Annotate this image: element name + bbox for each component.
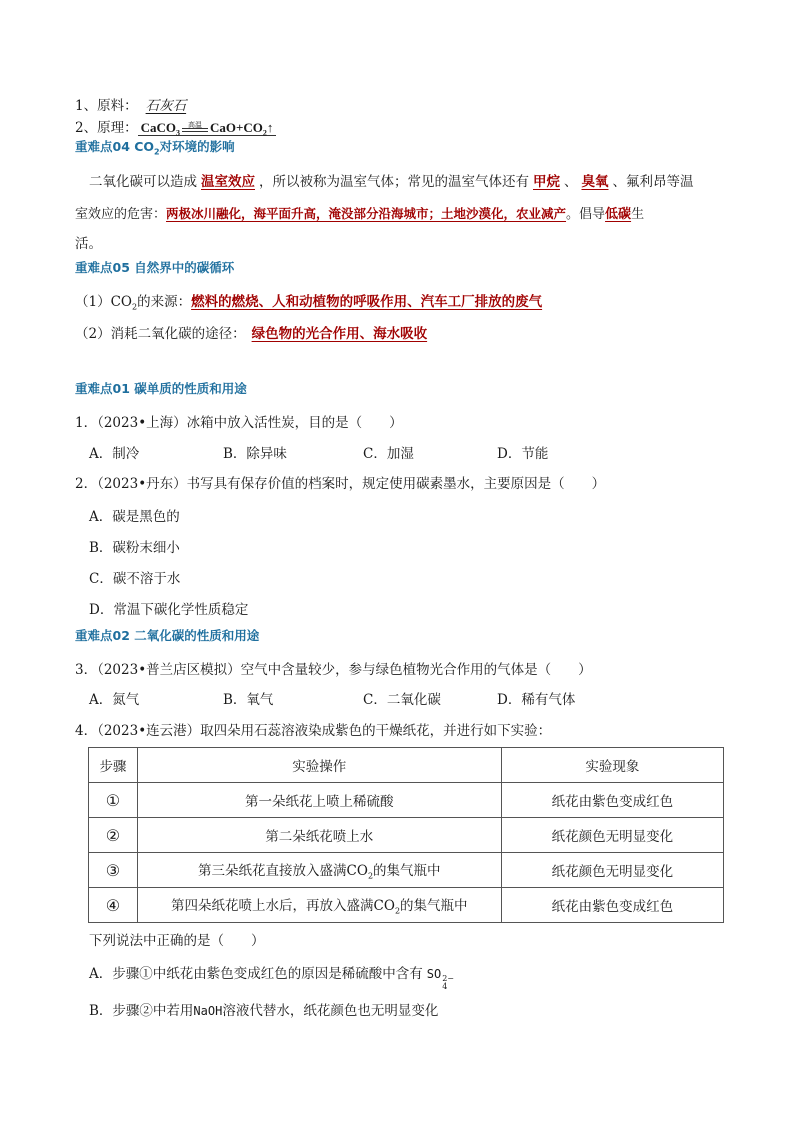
co2-consumption-line: （2）消耗二氧化碳的途径： 绿色物的光合作用、海水吸收 bbox=[75, 324, 433, 344]
section-heading-02: 重难点02 二氧化碳的性质和用途 bbox=[75, 628, 260, 643]
result-cell: 纸花由紫色变成红色 bbox=[501, 783, 723, 818]
table-header-row bbox=[89, 748, 724, 783]
question-3: 3．（2023•普兰店区模拟）空气中含量较少，参与绿色植物光合作用的气体是（ ） bbox=[75, 662, 592, 678]
header-step: 步骤 bbox=[89, 748, 138, 783]
header-operation: 实验操作 bbox=[137, 748, 501, 783]
raw-material-label: 1、原料： bbox=[75, 98, 138, 114]
table-row bbox=[89, 888, 724, 923]
raw-material-line bbox=[75, 96, 194, 116]
operation-cell: 第四朵纸花喷上水后，再放入盛满$CO_2$的集气瓶中 bbox=[137, 888, 501, 923]
answer-greenhouse-effect: 温室效应 bbox=[201, 174, 255, 190]
table-row bbox=[89, 853, 724, 888]
q4-option-b: B．步骤②中若用NaOH溶液代替水，纸花颜色也无明显变化 bbox=[89, 1003, 439, 1019]
answer-methane: 甲烷 bbox=[533, 174, 560, 190]
paragraph-line-1: 二氧化碳可以造成 温室效应 ，所以被称为温室气体；常见的温室气体还有 甲烷 、 臭氧 、氟利昂等温 bbox=[89, 174, 694, 190]
step-number: ① bbox=[89, 783, 138, 818]
operation-cell: 第一朵纸花上喷上稀硫酸 bbox=[137, 783, 501, 818]
header-result: 实验现象 bbox=[501, 748, 723, 783]
q3-option-a: A．氮气 bbox=[89, 692, 140, 708]
question-2: 2．（2023•丹东）书写具有保存价值的档案时，规定使用碳素墨水，主要原因是（ ） bbox=[75, 476, 606, 492]
operation-cell: 第二朵纸花喷上水 bbox=[137, 818, 501, 853]
reaction-formula: CaCO$_3$ 高温 $CaO+CO_2↑$ bbox=[138, 120, 277, 136]
question-4-stem: 下列说法中正确的是（ ） bbox=[89, 933, 265, 949]
q3-option-c: C．二氧化碳 bbox=[363, 692, 441, 708]
answer-co2-source: 燃料的燃烧、人和动植物的呼吸作用、汽车工厂排放的废气 bbox=[191, 294, 543, 310]
step-number: ④ bbox=[89, 888, 138, 923]
step-number: ③ bbox=[89, 853, 138, 888]
reaction-condition-arrow: 高温 bbox=[182, 122, 208, 132]
principle-label: 2、原理： bbox=[75, 120, 138, 136]
co2-source-line: $(1)CO_2$的来源：燃料的燃烧、人和动植物的呼吸作用、汽车工厂排放的废气 bbox=[75, 292, 548, 318]
q1-option-a: A．制冷 bbox=[89, 446, 140, 462]
answer-co2-consumption: 绿色物的光合作用、海水吸收 bbox=[251, 326, 428, 342]
q1-option-d: D．节能 bbox=[497, 446, 549, 462]
paragraph-line-3: 活。 bbox=[75, 236, 102, 252]
q2-option-b: B．碳粉末细小 bbox=[89, 540, 180, 556]
answer-ozone: 臭氧 bbox=[581, 174, 609, 190]
q4-option-a: A．步骤①中纸花由紫色变成红色的原因是稀硫酸中含有 SO 2− 4 bbox=[89, 966, 454, 991]
section-heading-05: 重难点05 自然界中的碳循环 bbox=[75, 260, 235, 275]
result-cell: 纸花颜色无明显变化 bbox=[501, 818, 723, 853]
q2-option-d: D．常温下碳化学性质稳定 bbox=[89, 602, 249, 618]
paragraph-line-2: 室效应的危害：两极冰川融化，海平面升高，淹没部分沿海城市；土地沙漠化，农业减产。倡导低碳生 bbox=[75, 206, 645, 222]
table-row bbox=[89, 783, 724, 818]
q3-option-b: B．氧气 bbox=[223, 692, 274, 708]
section-heading-04: 重难点04 $CO_2$对环境的影响 bbox=[75, 139, 235, 157]
step-number: ② bbox=[89, 818, 138, 853]
q1-option-c: C．加湿 bbox=[363, 446, 414, 462]
operation-cell: 第三朵纸花直接放入盛满$CO_2$的集气瓶中 bbox=[137, 853, 501, 888]
raw-material-answer: 石灰石 bbox=[145, 98, 187, 114]
section-heading-01: 重难点01 碳单质的性质和用途 bbox=[75, 381, 247, 396]
experiment-table bbox=[88, 747, 724, 923]
question-4: 4．（2023•连云港）取四朵用石蕊溶液染成紫色的干燥纸花，并进行如下实验： bbox=[75, 723, 552, 739]
result-cell: 纸花颜色无明显变化 bbox=[501, 853, 723, 888]
q1-option-b: B．除异味 bbox=[223, 446, 287, 462]
answer-low-carbon: 低碳 bbox=[605, 207, 632, 222]
q3-option-d: D．稀有气体 bbox=[497, 692, 576, 708]
sulfate-ion: SO bbox=[426, 967, 442, 981]
result-cell: 纸花由紫色变成红色 bbox=[501, 888, 723, 923]
question-1: 1．（2023•上海）冰箱中放入活性炭，目的是（ ） bbox=[75, 415, 403, 431]
q2-option-a: A．碳是黑色的 bbox=[89, 509, 180, 525]
table-row bbox=[89, 818, 724, 853]
answer-greenhouse-hazards: 两极冰川融化，海平面升高，淹没部分沿海城市；土地沙漠化，农业减产 bbox=[166, 206, 567, 221]
q2-option-c: C．碳不溶于水 bbox=[89, 571, 181, 587]
